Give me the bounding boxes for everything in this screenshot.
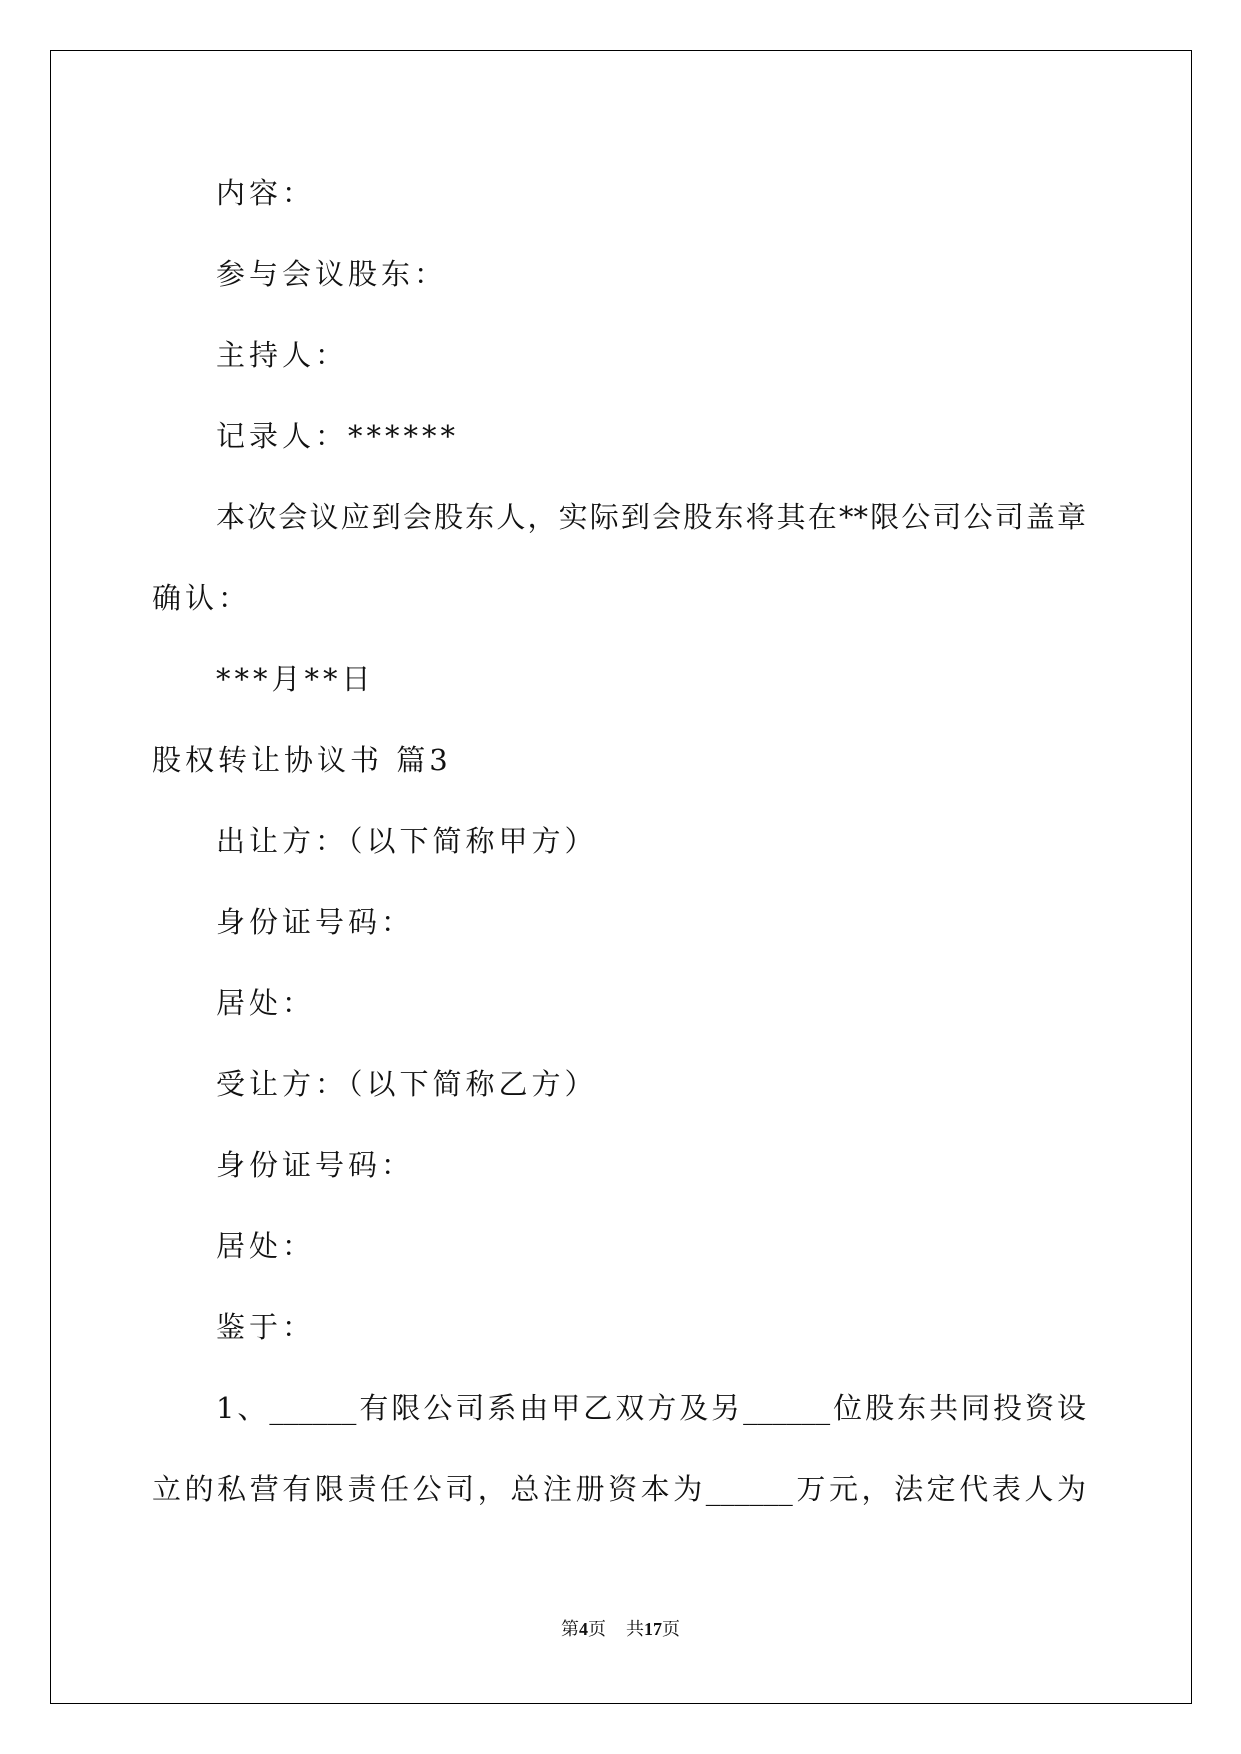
content-label: 内容：: [216, 176, 316, 210]
attendance-paragraph-line-2: 确认：: [152, 581, 252, 615]
date-line: ***月**日: [216, 662, 375, 696]
total-suffix: 页: [662, 1619, 680, 1639]
total-pages: 17: [644, 1619, 662, 1639]
transferor-id-label: 身份证号码：: [216, 905, 415, 939]
transferee-label: 受让方：（以下简称乙方）: [216, 1067, 598, 1101]
whereas-label: 鉴于：: [216, 1310, 316, 1344]
clause-1-line-1: 1、______有限公司系由甲乙双方及另______位股东共同投资设: [216, 1391, 1086, 1425]
total-prefix: 共: [626, 1619, 644, 1639]
clause-1-line-2: 立的私营有限责任公司，总注册资本为______万元，法定代表人为: [152, 1472, 1086, 1506]
transferee-id-label: 身份证号码：: [216, 1148, 415, 1182]
attending-shareholders-label: 参与会议股东：: [216, 257, 448, 291]
page-footer: [0, 1616, 1241, 1642]
host-label: 主持人：: [216, 338, 349, 372]
recorder-label: 记录人：******: [216, 419, 460, 453]
page-number: 4: [579, 1619, 588, 1639]
transferor-label: 出让方：（以下简称甲方）: [216, 824, 598, 858]
page-suffix: 页: [588, 1619, 606, 1639]
section-heading: 股权转让协议书 篇3: [152, 743, 452, 777]
attendance-paragraph-line-1: 本次会议应到会股东人，实际到会股东将其在**限公司公司盖章: [216, 500, 1086, 534]
transferor-address-label: 居处：: [216, 986, 316, 1020]
page-prefix: 第: [561, 1619, 579, 1639]
page-border: [50, 50, 1192, 1704]
transferee-address-label: 居处：: [216, 1229, 316, 1263]
